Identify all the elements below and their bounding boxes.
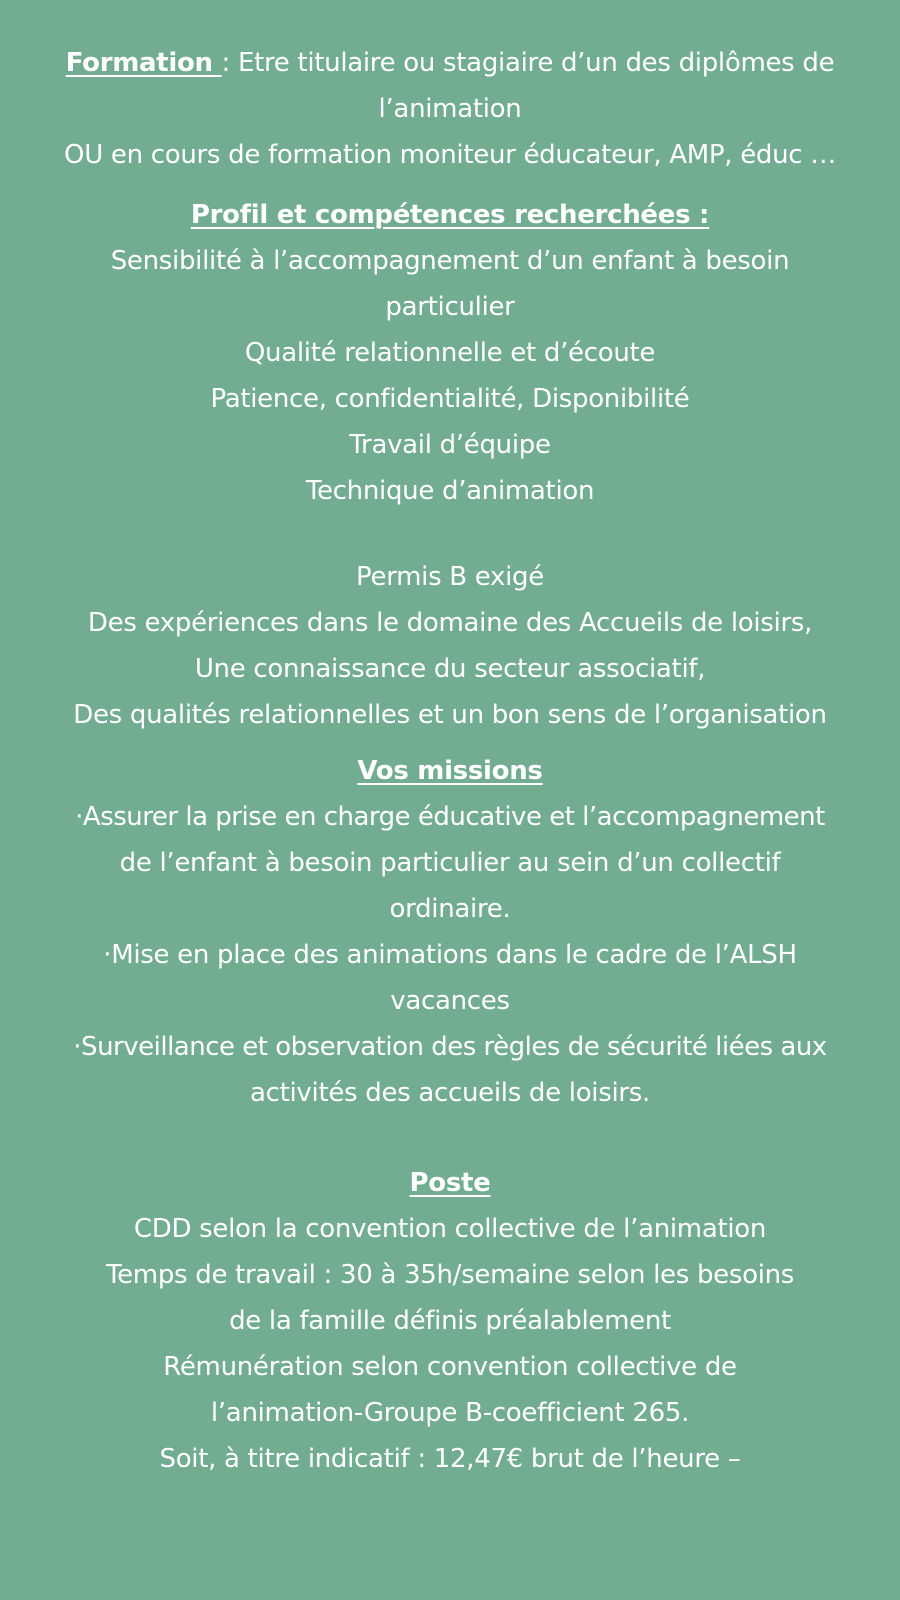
- poste-section: [26, 1160, 874, 1482]
- poste-line: Rémunération selon convention collective de: [163, 1352, 737, 1382]
- formation-section: [26, 40, 874, 178]
- mission-line: ordinaire.: [389, 894, 511, 924]
- mission-line: vacances: [390, 986, 510, 1016]
- profil-section: [26, 192, 874, 514]
- profil-heading: Profil et compétences recherchées :: [190, 200, 710, 230]
- missions-heading: Vos missions: [357, 756, 543, 786]
- requirement-line: Des expériences dans le domaine des Accueils de loisirs,: [87, 608, 813, 638]
- poste-heading: Poste: [409, 1168, 491, 1198]
- poste-line: l’animation-Groupe B-coefficient 265.: [210, 1398, 690, 1428]
- formation-line-3: OU en cours de formation moniteur éducateur, AMP, éduc …: [64, 140, 836, 170]
- poste-line: CDD selon la convention collective de l’animation: [133, 1214, 767, 1244]
- requirement-line: Permis B exigé: [356, 562, 544, 592]
- profil-line: particulier: [385, 292, 515, 322]
- profil-line: Patience, confidentialité, Disponibilité: [210, 384, 690, 414]
- requirement-line: Des qualités relationnelles et un bon sens de l’organisation: [73, 700, 827, 730]
- formation-heading: Formation: [65, 48, 222, 78]
- mission-line: activités des accueils de loisirs.: [249, 1078, 650, 1108]
- profil-line: Travail d’équipe: [349, 430, 551, 460]
- mission-line: ·Surveillance et observation des règles de sécurité liées aux: [73, 1032, 827, 1062]
- requirements-section: [26, 554, 874, 738]
- missions-section: [26, 748, 874, 1116]
- profil-line: Sensibilité à l’accompagnement d’un enfant à besoin: [110, 246, 790, 276]
- mission-line: de l’enfant à besoin particulier au sein d’un collectif: [119, 848, 781, 878]
- profil-line: Technique d’animation: [305, 476, 595, 506]
- poste-line: Temps de travail : 30 à 35h/semaine selon les besoins: [105, 1260, 795, 1290]
- requirement-line: Une connaissance du secteur associatif,: [194, 654, 706, 684]
- poste-line: de la famille définis préalablement: [229, 1306, 671, 1336]
- formation-line-1: [26, 40, 874, 86]
- formation-text: : Etre titulaire ou stagiaire d’un des diplômes de: [221, 48, 835, 78]
- poste-line: Soit, à titre indicatif : 12,47€ brut de l’heure –: [159, 1444, 741, 1474]
- mission-line: ·Assurer la prise en charge éducative et l’accompagnement: [75, 802, 825, 832]
- profil-line: Qualité relationnelle et d’écoute: [244, 338, 656, 368]
- formation-line-2: l’animation: [378, 94, 522, 124]
- mission-line: ·Mise en place des animations dans le cadre de l’ALSH: [103, 940, 797, 970]
